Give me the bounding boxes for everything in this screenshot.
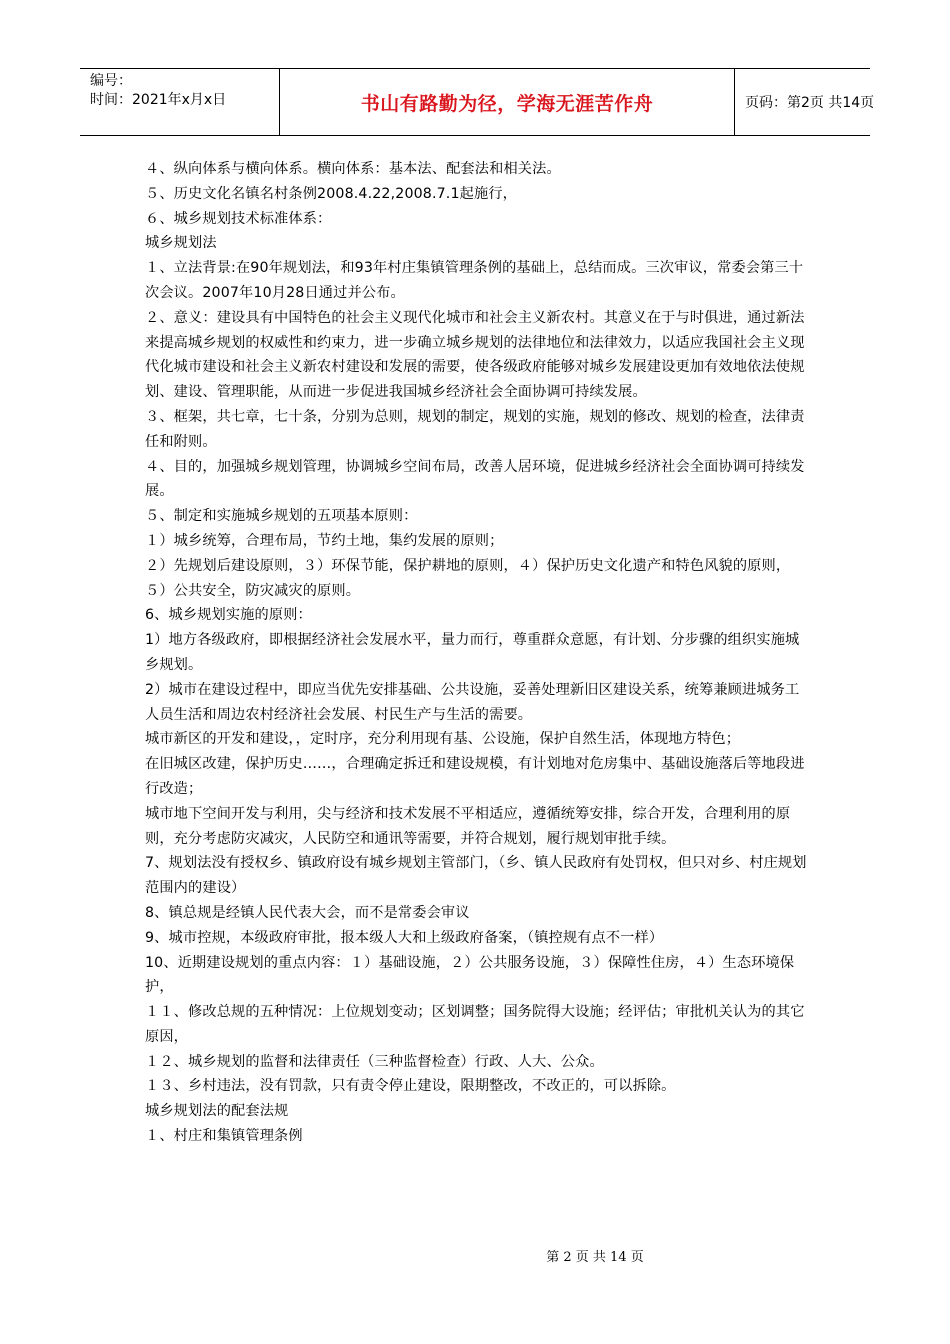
paragraph: ４、目的，加强城乡规划管理，协调城乡空间布局，改善人居环境，促进城乡经济社会全面协调可持续发展。 bbox=[145, 458, 805, 500]
paragraph: ６、城乡规划技术标准体系： bbox=[145, 210, 332, 227]
document-date-label: 时间：2021年x月x日 bbox=[90, 92, 227, 108]
paragraph: ５、历史文化名镇名村条例2008.4.22,2008.7.1起施行， bbox=[145, 185, 517, 202]
header-info-cell bbox=[80, 69, 280, 135]
paragraph: 10、近期建设规划的重点内容：１）基础设施，２）公共服务设施，３）保障性住房，４）生态环境保护， bbox=[145, 954, 795, 996]
paragraph: ２、意义：建设具有中国特色的社会主义现代化城市和社会主义新农村。其意义在于与时俱进，通过新法来提高城乡规划的权威性和约束力，进一步确立城乡规划的法律地位和法律效力，以适应我国社会主义现代化城市建设和社会主义新农村建设和发展的需要，使各级政府能够对城乡发展建设更加有效地依法使规划、建设、管理职能，从而进一步促进我国城乡经济社会全面协调可持续发展。 bbox=[145, 309, 805, 401]
section-heading: 城乡规划法的配套法规 bbox=[145, 1103, 289, 1120]
header-motto: 书山有路勤为径，学海无涯苦作舟 bbox=[280, 69, 735, 135]
paragraph: １）城乡统筹，合理布局，节约土地，集约发展的原则； bbox=[145, 532, 504, 549]
paragraph: ２）先规划后建设原则，３）环保节能，保护耕地的原则，４）保护历史文化遗产和特色风貌的原则，５）公共安全，防灾减灾的原则。 bbox=[145, 557, 791, 599]
paragraph: ３、框架，共七章，七十条，分别为总则，规划的制定，规划的实施，规划的修改、规划的检查，法律责任和附则。 bbox=[145, 408, 805, 450]
paragraph: 9、城市控规，本级政府审批，报本级人大和上级政府备案，（镇控规有点不一样） bbox=[145, 929, 664, 946]
paragraph: １、立法背景:在90年规划法，和93年村庄集镇管理条例的基础上，总结而成。三次审议，常委会第三十次会议。2007年10月28日通过并公布。 bbox=[145, 260, 804, 301]
document-number-label: 编号： bbox=[90, 73, 132, 89]
paragraph: １２、城乡规划的监督和法律责任（三种监督检查）行政、人大、公众。 bbox=[145, 1053, 604, 1070]
paragraph: 8、镇总规是经镇人民代表大会，而不是常委会审议 bbox=[145, 904, 470, 921]
paragraph: 在旧城区改建，保护历史……，合理确定拆迁和建设规模，有计划地对危房集中、基础设施落后等地段进行改造； bbox=[145, 756, 805, 797]
document-body bbox=[145, 157, 810, 1149]
paragraph: １３、乡村违法，没有罚款，只有责令停止建设，限期整改，不改正的，可以拆除。 bbox=[145, 1078, 676, 1095]
paragraph: 6、城乡规划实施的原则： bbox=[145, 607, 312, 624]
paragraph: 2）城市在建设过程中，即应当优先安排基础、公共设施，妥善处理新旧区建设关系，统筹兼顾进城务工人员生活和周边农村经济社会发展、村民生产与生活的需要。 bbox=[145, 681, 800, 723]
paragraph: ５、制定和实施城乡规划的五项基本原则： bbox=[145, 508, 418, 525]
paragraph: 城市新区的开发和建设，，定时序，充分利用现有基、公设施，保护自然生活，体现地方特色； bbox=[145, 731, 741, 748]
paragraph: 城市地下空间开发与利用，尖与经济和技术发展不平相适应，遵循统筹安排，综合开发，合理利用的原则，充分考虑防灾减灾，人民防空和通讯等需要，并符合规划，履行规划审批手续。 bbox=[145, 805, 791, 847]
page-header bbox=[80, 68, 875, 136]
section-heading: 城乡规划法 bbox=[145, 235, 217, 252]
paragraph: 1）地方各级政府，即根据经济社会发展水平，量力而行，尊重群众意愿，有计划、分步骤的组织实施城乡规划。 bbox=[145, 632, 800, 673]
paragraph: ４、纵向体系与横向体系。横向体系：基本法、配套法和相关法。 bbox=[145, 161, 561, 177]
paragraph: １１、修改总规的五种情况：上位规划变动；区划调整；国务院得大设施；经评估；审批机关认为的其它原因， bbox=[145, 1004, 805, 1045]
paragraph: １、村庄和集镇管理条例 bbox=[145, 1128, 303, 1145]
paragraph: 7、规划法没有授权乡、镇政府设有城乡规划主管部门，（乡、镇人民政府有处罚权，但只对乡、村庄规划范围内的建设） bbox=[145, 855, 807, 897]
header-page-indicator: 页码：第2页 共14页 bbox=[745, 95, 875, 111]
page-footer: 第 2 页 共 14 页 bbox=[546, 1250, 644, 1265]
